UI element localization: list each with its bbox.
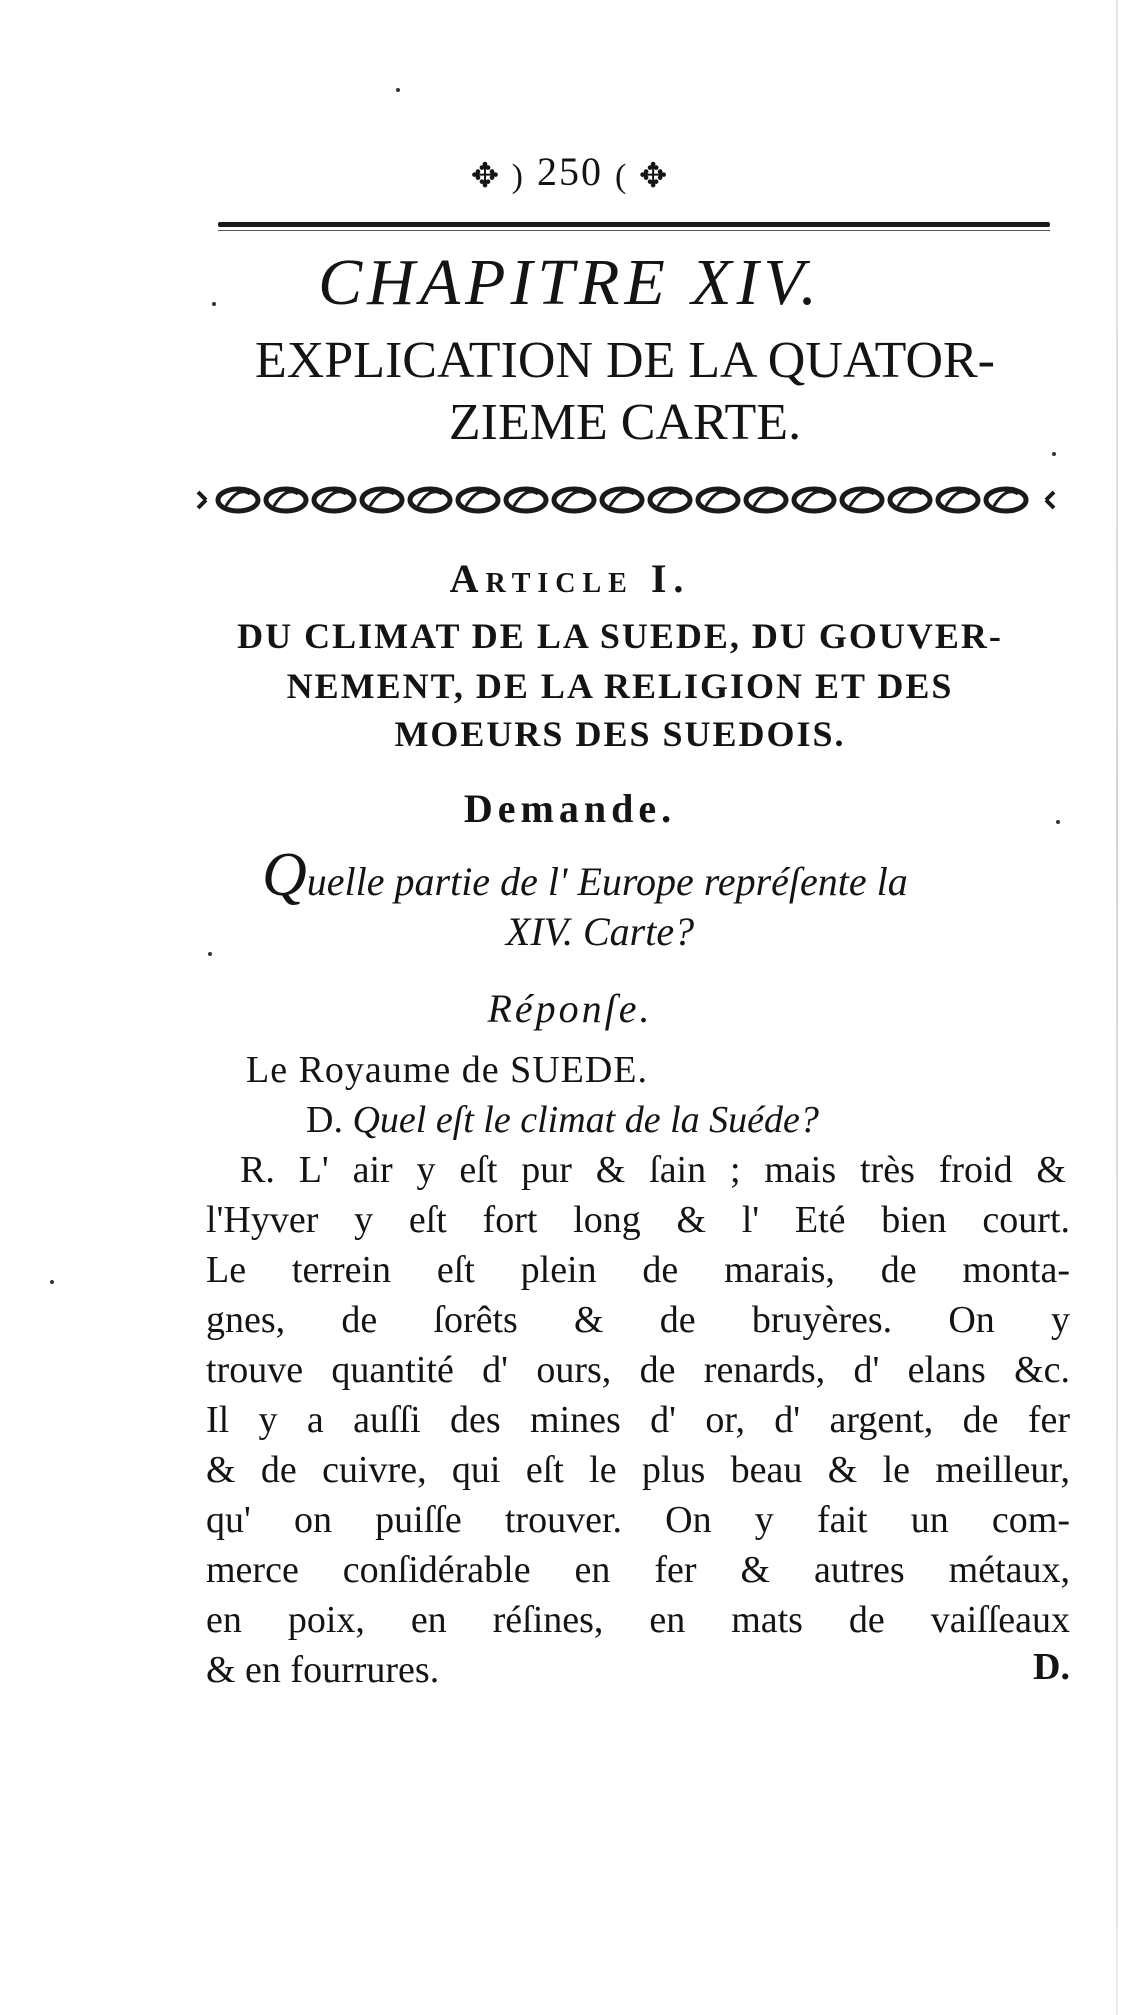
garland-twist [994, 492, 1018, 506]
ink-speck [208, 952, 212, 956]
running-header [0, 148, 1140, 196]
garland-twist [322, 492, 346, 506]
question-line-1-text: uelle partie de l' Europe repréſente la [306, 859, 908, 904]
garland-twist [658, 492, 682, 506]
header-rule-thin [218, 230, 1050, 231]
chapter-title-line-1: EXPLICATION DE LA QUATOR- [254, 332, 995, 389]
ink-speck [212, 302, 216, 306]
body-line-10: en poix, en réſines, en mats de vaiſſeaux [206, 1599, 1070, 1641]
body-line-6: Il y a auſſi des mines d' or, d' argent, de fer [206, 1399, 1070, 1441]
ink-speck [396, 88, 400, 92]
garland-twist [562, 492, 586, 506]
article-subtitle-line-1: DU CLIMAT DE LA SUEDE, DU GOUVER- [237, 616, 1003, 656]
reponse-label: Réponſe. [487, 986, 653, 1031]
garland-twist [226, 492, 250, 506]
body-line-1: R. L' air y eſt pur & ſain ; mais très froid & [240, 1149, 1066, 1191]
catchword: D. [1033, 1646, 1070, 1688]
header-ornament-right: ( ✥ [615, 157, 670, 195]
ink-speck [1056, 820, 1060, 824]
decorative-garland [196, 478, 1056, 522]
article-subtitle-line-2: NEMENT, DE LA RELIGION ET DES [286, 666, 954, 706]
question-drop-initial: Q [262, 841, 307, 909]
garland-twist [802, 492, 826, 506]
body-line-7: & de cuivre, qui eſt le plus beau & le meilleur, [206, 1449, 1070, 1491]
header-rule [218, 222, 1050, 227]
ink-speck [50, 1280, 54, 1284]
garland-twist [850, 492, 874, 506]
question-line-2: XIV. Carte? [505, 909, 695, 954]
garland-twist [706, 492, 730, 506]
ink-speck [1052, 452, 1056, 456]
reponse-answer: Le Royaume de SUEDE. [246, 1049, 649, 1091]
dialogue-d-label: D. [306, 1099, 343, 1141]
garland-twist [274, 492, 298, 506]
body-line-9: merce conſidérable en fer & autres métaux, [206, 1549, 1070, 1591]
garland-twist [370, 492, 394, 506]
demande-label: Demande. [463, 786, 677, 831]
garland-twist [514, 492, 538, 506]
body-line-3: Le terrein eſt plein de marais, de monta- [206, 1249, 1070, 1291]
garland-twist [610, 492, 634, 506]
garland-twist [946, 492, 970, 506]
body-line-8: qu' on puiſſe trouver. On y fait un com- [206, 1499, 1070, 1541]
body-line-2: l'Hyver y eſt fort long & l' Eté bien court. [206, 1199, 1070, 1241]
body-line-4: gnes, de ſorêts & de bruyères. On y [206, 1299, 1070, 1341]
body-line-11: & en fourrures. [206, 1649, 440, 1691]
article-subtitle-line-3: MOEURS DES SUEDOIS. [394, 714, 846, 754]
garland-twist [466, 492, 490, 506]
chapter-heading: CHAPITRE XIV. [318, 246, 822, 319]
header-ornament-left: ✥ ) [470, 157, 525, 195]
chapter-title-line-2: ZIEME CARTE. [448, 394, 802, 451]
dialogue-question-text: Quel eſt le climat de la Suéde? [352, 1099, 819, 1141]
dialogue-question [306, 1095, 1066, 1145]
page-number: 250 [537, 149, 603, 194]
garland-twist [754, 492, 778, 506]
question-line-1 [262, 841, 1082, 909]
article-heading: Article I. [449, 556, 691, 601]
garland-twist [418, 492, 442, 506]
body-line-5: trouve quantité d' ours, de renards, d' elans &c. [206, 1349, 1070, 1391]
garland-twist [898, 492, 922, 506]
